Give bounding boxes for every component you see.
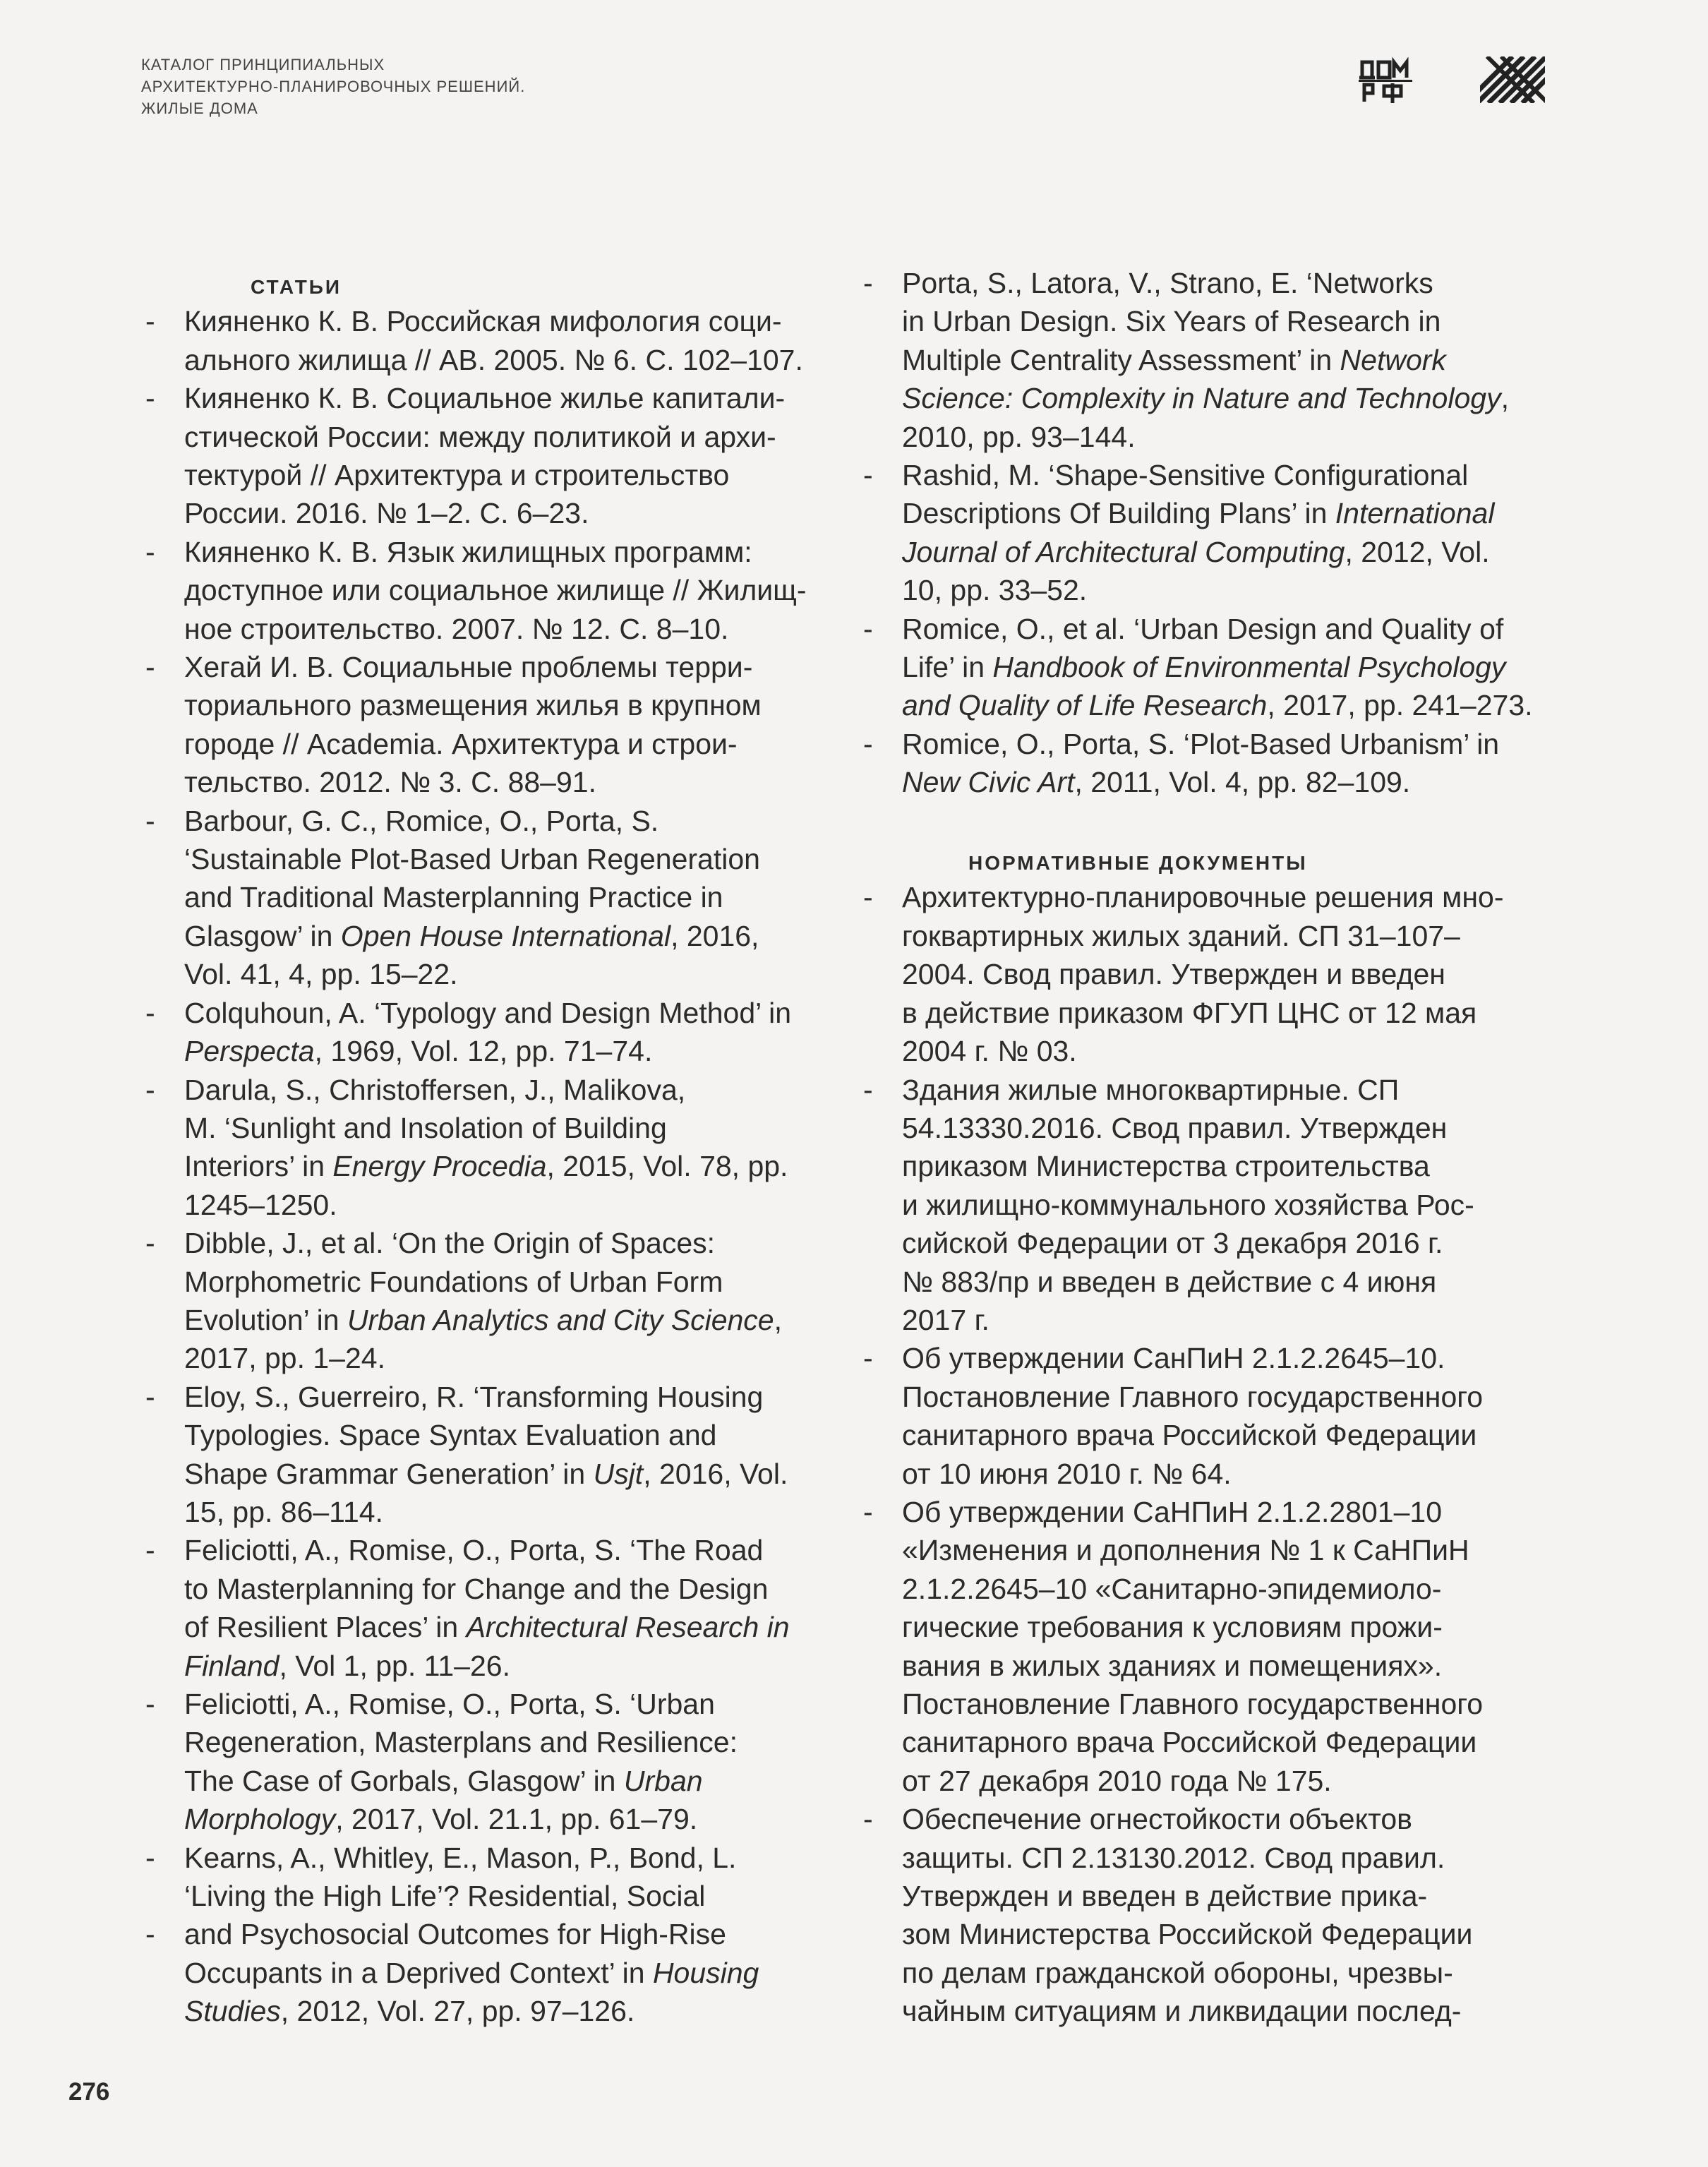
- entry-line: Постановление Главного государственного: [902, 1688, 1484, 1720]
- entry-line: тельство. 2012. № 3. С. 88–91.: [184, 766, 596, 799]
- entry-line: Kearns, A., Whitley, E., Mason, P., Bond, L.: [184, 1841, 737, 1874]
- right-entry-list-normative: [859, 878, 1579, 2030]
- list-dash: -: [145, 1918, 155, 1951]
- entry-line: Perspecta, 1969, Vol. 12, pp. 71–74.: [184, 1035, 653, 1068]
- entry-line: Morphology, 2017, Vol. 21.1, pp. 61–79.: [184, 1803, 698, 1836]
- bibliography-entry: [859, 1800, 1579, 2030]
- running-header: [141, 54, 525, 119]
- list-dash: -: [145, 305, 155, 338]
- header-line-2: АРХИТЕКТУРНО-ПЛАНИРОВОЧНЫХ РЕШЕНИЙ.: [141, 78, 526, 95]
- entry-line: Romice, O., et al. ‘Urban Design and Quality of: [902, 612, 1504, 645]
- entry-line: ‘Living the High Life’? Residential, Social: [184, 1880, 706, 1913]
- list-dash: -: [863, 1803, 873, 1836]
- entry-line: Утвержден и введен в действие прика-: [902, 1880, 1428, 1913]
- entry-line: Об утверждении СанПиН 2.1.2.2645–10.: [902, 1342, 1445, 1375]
- entry-line: 10, pp. 33–52.: [902, 574, 1088, 607]
- entry-line: санитарного врача Российской Федерации: [902, 1419, 1477, 1452]
- entry-line: Feliciotti, A., Romise, O., Porta, S. ‘Urban: [184, 1688, 715, 1721]
- entry-line: сийской Федерации от 3 декабря 2016 г.: [902, 1227, 1443, 1260]
- entry-line: M. ‘Sunlight and Insolation of Building: [184, 1111, 667, 1144]
- list-dash: -: [863, 1342, 873, 1375]
- entry-line: Romice, O., Porta, S. ‘Plot-Based Urbanism’ in: [902, 727, 1500, 760]
- entry-line: вания в жилых зданиях и помещениях».: [902, 1649, 1443, 1682]
- bibliography-entry: [141, 1915, 847, 2030]
- entry-line: 2017, pp. 1–24.: [184, 1342, 385, 1375]
- entry-line: Descriptions Of Building Plans’ in International: [902, 497, 1495, 530]
- bibliography-entry: [859, 725, 1579, 802]
- bibliography-entry: [859, 456, 1579, 610]
- bibliography-entry: [859, 878, 1579, 1070]
- bibliography-entry: [859, 610, 1579, 725]
- bibliography-entry: [141, 379, 847, 533]
- entry-line: New Civic Art, 2011, Vol. 4, pp. 82–109.: [902, 766, 1411, 799]
- list-dash: -: [863, 1073, 873, 1106]
- entry-line: в действие приказом ФГУП ЦНС от 12 мая: [902, 996, 1477, 1029]
- entry-line: Barbour, G. C., Romice, O., Porta, S.: [184, 804, 659, 837]
- bibliography-entry: [141, 994, 847, 1071]
- entry-line: The Case of Gorbals, Glasgow’ in Urban: [184, 1764, 703, 1797]
- entry-line: Eloy, S., Guerreiro, R. ‘Transforming Housing: [184, 1380, 764, 1413]
- entry-line: 15, pp. 86–114.: [184, 1495, 383, 1528]
- entry-line: Porta, S., Latora, V., Strano, E. ‘Networks: [902, 267, 1433, 299]
- entry-line: от 27 декабря 2010 года № 175.: [902, 1764, 1332, 1797]
- bibliography-entry: [141, 648, 847, 802]
- entry-line: санитарного врача Российской Федерации: [902, 1726, 1477, 1759]
- list-dash: -: [863, 459, 873, 492]
- entry-line: доступное или социальное жилище // Жилищ-: [184, 574, 807, 607]
- entry-line: Journal of Architectural Computing, 2012, Vol.: [902, 535, 1490, 568]
- entry-line: in Urban Design. Six Years of Research in: [902, 305, 1441, 338]
- header-line-3: ЖИЛЫЕ ДОМА: [141, 100, 258, 117]
- bibliography-entry: [141, 1071, 847, 1225]
- entry-line: Shape Grammar Generation’ in Usjt, 2016, Vol.: [184, 1457, 788, 1490]
- entry-line: Evolution’ in Urban Analytics and City Science,: [184, 1303, 783, 1336]
- bibliography-entry: [141, 1531, 847, 1685]
- entry-line: Colquhoun, A. ‘Typology and Design Method’ in: [184, 996, 792, 1029]
- list-dash: -: [863, 881, 873, 914]
- entry-line: 2010, pp. 93–144.: [902, 420, 1136, 453]
- entry-line: Science: Complexity in Nature and Technology,: [902, 382, 1509, 415]
- bibliography-entry: [141, 1839, 847, 1916]
- list-dash: -: [145, 1380, 155, 1413]
- list-dash: -: [145, 1534, 155, 1567]
- entry-line: от 10 июня 2010 г. № 64.: [902, 1457, 1232, 1490]
- list-dash: -: [145, 1227, 155, 1260]
- right-entry-list-articles: [859, 264, 1579, 802]
- entry-line: зом Министерства Российской Федерации: [902, 1918, 1473, 1951]
- page-number: 276: [68, 2078, 110, 2106]
- section-title-normative-documents: НОРМАТИВНЫЕ ДОКУМЕНТЫ: [968, 852, 1308, 875]
- diagonal-pattern-logo-icon: [1480, 56, 1545, 103]
- entry-line: гические требования к условиям прожи-: [902, 1611, 1443, 1644]
- dom-rf-logo-icon: [1359, 56, 1412, 104]
- entry-line: Vol. 41, 4, pp. 15–22.: [184, 958, 458, 991]
- bibliography-entry: [141, 1378, 847, 1532]
- entry-line: Кияненко К. В. Язык жилищных программ:: [184, 535, 752, 568]
- entry-line: Life’ in Handbook of Environmental Psychology: [902, 651, 1506, 684]
- entry-line: ториального размещения жилья в крупном: [184, 689, 762, 722]
- entry-line: России. 2016. № 1–2. С. 6–23.: [184, 497, 589, 530]
- entry-line: гоквартирных жилых зданий. СП 31–107–: [902, 919, 1460, 952]
- list-dash: -: [145, 651, 155, 684]
- entry-line: ‘Sustainable Plot-Based Urban Regeneration: [184, 843, 760, 876]
- entry-line: тектурой // Архитектура и строительство: [184, 459, 730, 492]
- list-dash: -: [145, 535, 155, 568]
- left-entry-list: [141, 302, 847, 2030]
- bibliography-entry: [141, 1685, 847, 1839]
- entry-line: and Psychosocial Outcomes for High-Rise: [184, 1918, 726, 1951]
- entry-line: Кияненко К. В. Социальное жилье капитали-: [184, 382, 786, 415]
- list-dash: -: [145, 382, 155, 415]
- entry-line: Occupants in a Deprived Context’ in Housing: [184, 1956, 759, 1989]
- bibliography-entry: [859, 1493, 1579, 1800]
- entry-line: № 883/пр и введен в действие с 4 июня: [902, 1265, 1437, 1298]
- list-dash: -: [863, 1495, 873, 1528]
- entry-line: Morphometric Foundations of Urban Form: [184, 1265, 723, 1298]
- entry-line: Об утверждении СаНПиН 2.1.2.2801–10: [902, 1495, 1443, 1528]
- entry-line: Обеспечение огнестойкости объектов: [902, 1803, 1412, 1836]
- entry-line: Finland, Vol 1, pp. 11–26.: [184, 1649, 510, 1682]
- left-column: [141, 264, 847, 2031]
- entry-line: 1245–1250.: [184, 1188, 337, 1221]
- header-line-1: КАТАЛОГ ПРИНЦИПИАЛЬНЫХ: [141, 56, 385, 73]
- bibliography-entry: [141, 1224, 847, 1378]
- list-dash: -: [863, 727, 873, 760]
- list-dash: -: [863, 267, 873, 299]
- right-column: [859, 264, 1579, 2031]
- list-dash: -: [145, 1073, 155, 1106]
- bibliography-entry: [141, 302, 847, 379]
- list-dash: -: [145, 804, 155, 837]
- entry-line: «Изменения и дополнения № 1 к СаНПиН: [902, 1534, 1469, 1567]
- list-dash: -: [863, 612, 873, 645]
- entry-line: Rashid, M. ‘Shape-Sensitive Configurational: [902, 459, 1469, 492]
- entry-line: and Quality of Life Research, 2017, pp. 241–273.: [902, 689, 1533, 722]
- entry-line: of Resilient Places’ in Architectural Research in: [184, 1611, 790, 1644]
- entry-line: 2.1.2.2645–10 «Санитарно-эпидемиоло-: [902, 1572, 1442, 1605]
- entry-line: ального жилища // АВ. 2005. № 6. С. 102–107.: [184, 343, 803, 376]
- list-dash: -: [145, 996, 155, 1029]
- entry-line: стической России: между политикой и архи-: [184, 420, 776, 453]
- entry-line: городе // Academia. Архитектура и строи-: [184, 727, 738, 760]
- entry-line: Здания жилые многоквартирные. СП: [902, 1073, 1400, 1106]
- entry-line: Multiple Centrality Assessment’ in Network: [902, 343, 1446, 376]
- list-dash: -: [145, 1688, 155, 1721]
- entry-line: Typologies. Space Syntax Evaluation and: [184, 1419, 717, 1452]
- bibliography-entry: [141, 533, 847, 648]
- bibliography-entry: [859, 264, 1579, 456]
- entry-line: защиты. СП 2.13130.2012. Свод правил.: [902, 1841, 1445, 1874]
- section-spacer: [859, 802, 1579, 840]
- entry-line: Studies, 2012, Vol. 27, pp. 97–126.: [184, 1995, 635, 2028]
- entry-line: 2004 г. № 03.: [902, 1035, 1077, 1068]
- entry-line: Кияненко К. В. Российская мифология соци-: [184, 305, 782, 338]
- entry-line: Постановление Главного государственного: [902, 1380, 1484, 1413]
- entry-line: и жилищно-коммунального хозяйства Рос-: [902, 1188, 1474, 1221]
- entry-line: 2004. Свод правил. Утвержден и введен: [902, 958, 1445, 991]
- entry-line: Архитектурно-планировочные решения мно-: [902, 881, 1504, 914]
- entry-line: Darula, S., Christoffersen, J., Malikova,: [184, 1073, 686, 1106]
- entry-line: Feliciotti, A., Romise, O., Porta, S. ‘The Road: [184, 1534, 764, 1567]
- entry-line: Dibble, J., et al. ‘On the Origin of Spaces:: [184, 1227, 716, 1260]
- entry-line: to Masterplanning for Change and the Design: [184, 1572, 769, 1605]
- entry-line: приказом Министерства строительства: [902, 1150, 1430, 1183]
- list-dash: -: [145, 1841, 155, 1874]
- entry-line: Regeneration, Masterplans and Resilience:: [184, 1726, 738, 1759]
- entry-line: чайным ситуациям и ликвидации послед-: [902, 1995, 1462, 2028]
- entry-line: Interiors’ in Energy Procedia, 2015, Vol. 78, pp.: [184, 1150, 788, 1183]
- entry-line: ное строительство. 2007. № 12. С. 8–10.: [184, 612, 729, 645]
- section-title-articles: СТАТЬИ: [251, 276, 342, 298]
- entry-line: 54.13330.2016. Свод правил. Утвержден: [902, 1111, 1448, 1144]
- entry-line: Хегай И. В. Социальные проблемы терри-: [184, 651, 753, 684]
- bibliography-entry: [141, 802, 847, 994]
- entry-line: Glasgow’ in Open House International, 2016,: [184, 919, 759, 952]
- entry-line: 2017 г.: [902, 1303, 990, 1336]
- bibliography-entry: [859, 1339, 1579, 1493]
- bibliography-entry: [859, 1071, 1579, 1340]
- entry-line: по делам гражданской обороны, чрезвы-: [902, 1956, 1453, 1989]
- entry-line: and Traditional Masterplanning Practice in: [184, 881, 723, 914]
